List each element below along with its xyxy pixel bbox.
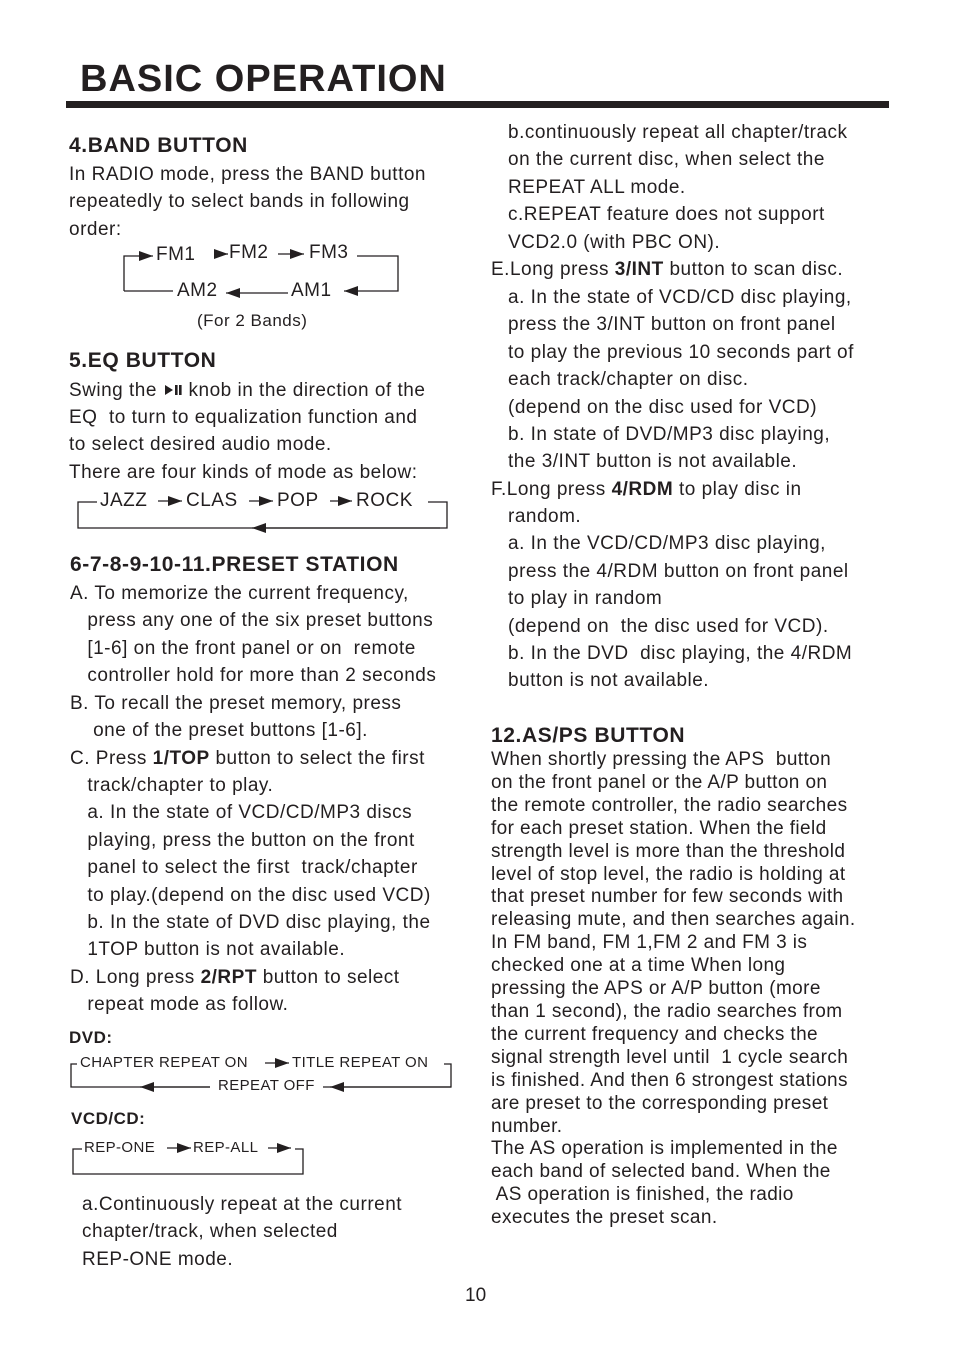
preset-heading: 6-7-8-9-10-11.PRESET STATION xyxy=(70,553,399,576)
page-title: BASIC OPERATION xyxy=(80,58,447,100)
eq-clas: CLAS xyxy=(186,490,238,511)
band-fm1: FM1 xyxy=(156,244,196,265)
band-fm3: FM3 xyxy=(309,242,349,263)
random-line: F.Long press 4/RDM to play disc in xyxy=(491,479,802,500)
page-number: 10 xyxy=(465,1285,487,1306)
vcd-rep-one: REP-ONE xyxy=(84,1139,156,1156)
preset-d-line: D. Long press 2/RPT button to select xyxy=(70,967,400,988)
preset-d-rest: repeat mode as follow. xyxy=(70,994,289,1015)
play-pause-icon xyxy=(163,378,183,392)
eq-heading: 5.EQ BUTTON xyxy=(69,349,217,372)
eq-text: EQ to turn to equalization function and to select desired audio mode. There are four kinds of mode as below: xyxy=(69,407,418,483)
dvd-title-repeat: TITLE REPEAT ON xyxy=(292,1054,429,1071)
vcd-label: VCD/CD: xyxy=(71,1109,146,1128)
eq-pop: POP xyxy=(277,490,319,511)
repeat-note-a: a.Continuously repeat at the current chapter/track, when selected REP-ONE mode. xyxy=(82,1194,403,1270)
asps-heading: 12.AS/PS BUTTON xyxy=(491,724,686,747)
band-note: (For 2 Bands) xyxy=(197,311,308,330)
scan-details: a. In the state of VCD/CD disc playing, press the 3/INT button on front panel to play the previous 10 seconds part of each track/chapter on disc. (depend on the disc used for VCD) b. In state of DVD/MP3 disc playing, the 3/INT button is not available. xyxy=(508,287,854,473)
eq-rock: ROCK xyxy=(356,490,413,511)
preset-c-line: C. Press 1/TOP button to select the first xyxy=(70,748,425,769)
vcd-rep-all: REP-ALL xyxy=(193,1139,259,1156)
eq-jazz: JAZZ xyxy=(100,490,148,511)
repeat-note-b-c: b.continuously repeat all chapter/track on the current disc, when select the REPEAT ALL mode. c.REPEAT feature does not support VCD2.0 (with PBC ON). xyxy=(508,122,848,253)
band-am1: AM1 xyxy=(291,280,332,301)
scan-line: E.Long press 3/INT button to scan disc. xyxy=(491,259,844,280)
random-details: random. a. In the VCD/CD/MP3 disc playing, press the 4/RDM button on front panel to play in random (depend on the disc used for VCD). b. In the DVD disc playing, the 4/RDM button is not available. xyxy=(508,506,853,692)
preset-a: A. To memorize the current frequency, press any one of the six preset buttons [1-6] on the front panel or on remote controller hold for more than 2 seconds xyxy=(70,583,437,687)
asps-text: When shortly pressing the APS button on the front panel or the A/P button on the remote controller, the radio searches for each preset station. When the field strength level is more than the threshold level of stop level, the radio is holding at that preset number for few seconds with releasing mute, and then searches again. In FM band, FM 1,FM 2 and FM 3 is checked one at a time When long pressing the APS or A/P button (more than 1 second), the radio searches from the current frequency and checks the signal strength level until 1 cycle search is finished. And then 6 strongest stations are preset to the corresponding preset number. The AS operation is implemented in the each band of selected band. When the AS operation is finished, the radio executes the preset scan. xyxy=(491,749,856,1229)
band-heading: 4.BAND BUTTON xyxy=(69,134,248,157)
dvd-repeat-off: REPEAT OFF xyxy=(218,1077,315,1094)
band-am2: AM2 xyxy=(177,280,218,301)
band-text: In RADIO mode, press the BAND button repeatedly to select bands in following order: xyxy=(69,164,426,240)
dvd-label: DVD: xyxy=(69,1028,113,1047)
eq-line1: Swing the knob in the direction of the xyxy=(69,380,426,401)
preset-c-rest: track/chapter to play. a. In the state of VCD/CD/MP3 discs playing, press the button on the front panel to select the first track/chapter to play.(depend on the disc used VCD) b. In the state of DVD disc playing, the 1TOP button is not available. xyxy=(87,775,431,961)
band-fm2: FM2 xyxy=(229,242,269,263)
dvd-chapter-repeat: CHAPTER REPEAT ON xyxy=(80,1054,248,1071)
preset-b: B. To recall the preset memory, press one of the preset buttons [1-6]. xyxy=(70,693,402,742)
